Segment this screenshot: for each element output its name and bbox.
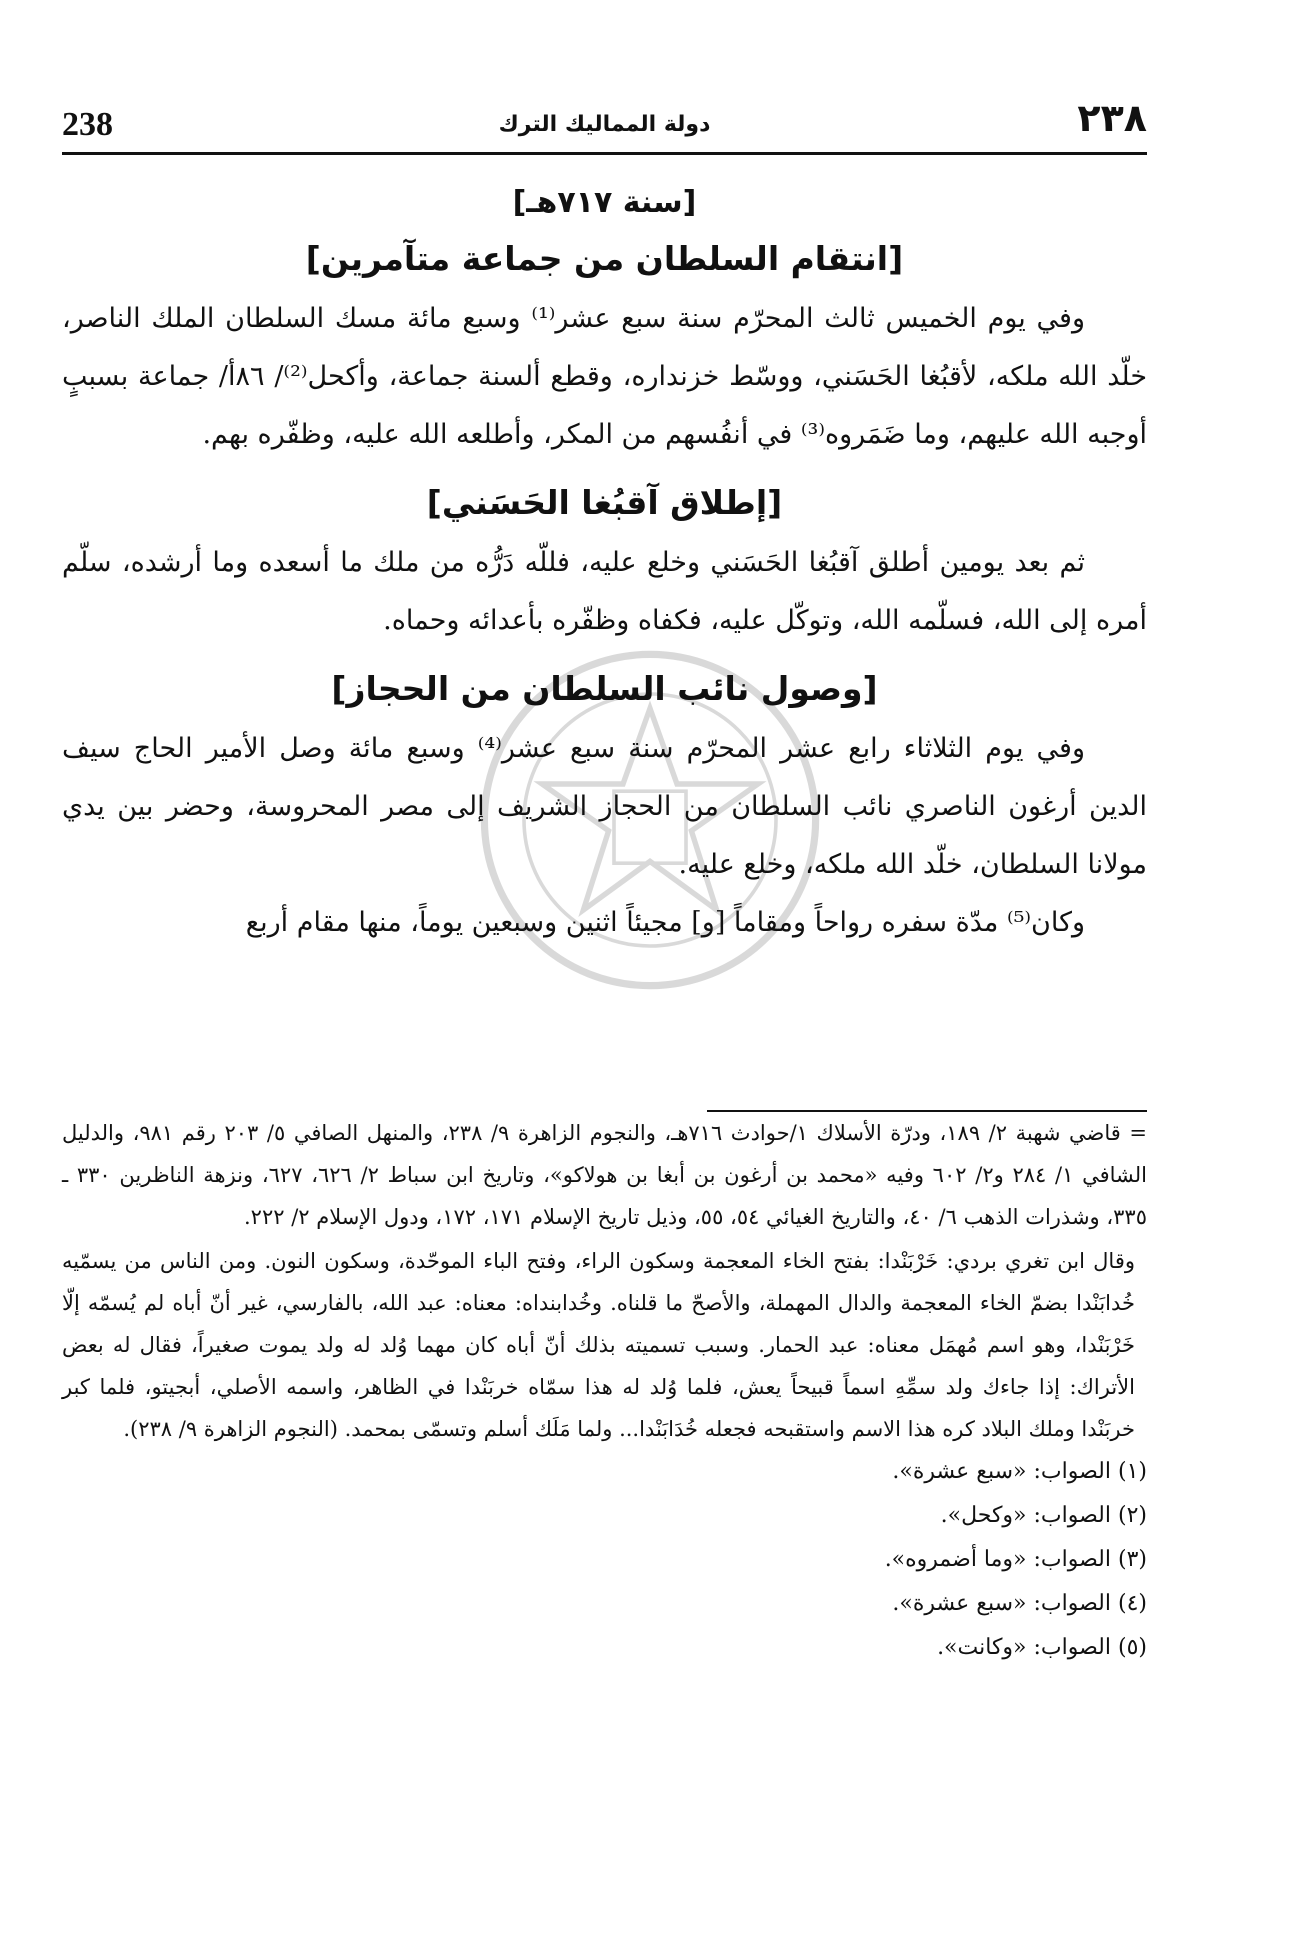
footnote-correction: (١) الصواب: «سبع عشرة». (892, 1459, 1147, 1484)
paragraph: وفي يوم الثلاثاء رابع عشر المحرّم سنة سبع عشر⁽⁴⁾ وسبع مائة وصل الأمير الحاج سيف الدين أرغون الناصري نائب السلطان من الحجاز الشريف إلى مصر المحروسة، وحضر بين يدي مولانا السلطان، خلّد الله ملكه، وخلع عليه. (62, 733, 1147, 880)
footnote-correction: (٢) الصواب: «وكحل». (940, 1503, 1147, 1528)
footnote-ibn-taghri: وقال ابن تغري بردي: خَرْبَنْدا: بفتح الخاء المعجمة وسكون الراء، وفتح الباء الموحّدة، وسكون النون. ومن الناس من يسمّيه خُدابَنْدا بضمّ الخاء المعجمة والدال المهملة، والأصحّ ما قلناه. وخُدابنداه: معناه: عبد الله، بالفارسي، غير أنّ أباه لم يُسمّه إلّا خَرْبَنْدا، وهو اسم مُهمَل معناه: عبد الحمار. وسبب تسميته بذلك أنّ أباه كان مهما وُلد له ولد يموت صغيراً، فقال له بعض الأتراك: إذا جاءك ولد سمِّهِ اسماً قبيحاً يعش، فلما وُلد له هذا سمّاه خربَنْدا في الظاهر، واسمه الأصلي، أبجيتو، فلما كبر خربَنْدا وملك البلاد كره هذا الاسم واستقبحه فجعله خُدَابَنْدا... ولما مَلَك أسلم وتسمّى بمحمد. (النجوم الزاهرة ٩/ ٢٣٨). (62, 1249, 1135, 1441)
paragraph: وفي يوم الخميس ثالث المحرّم سنة سبع عشر⁽¹⁾ وسبع مائة مسك السلطان الملك الناصر، خلّد الله ملكه، لأقبُغا الحَسَني، ووسّط خزنداره، وقطع ألسنة جماعة، وأكحل⁽²⁾/ ٨٦أ/ جماعة بسببٍ أوجبه الله عليهم، وما ضَمَروه⁽³⁾ في أنفُسهم من المكر، وأطلعه الله عليه، وظفّره بهم. (62, 303, 1148, 450)
running-title: دولة المماليك الترك (498, 112, 711, 137)
footnote-continuation-text: قاضي شهبة ٢/ ١٨٩، ودرّة الأسلاك ١/حوادث ٧١٦هـ، والنجوم الزاهرة ٩/ ٢٣٨، والمنهل الصافي ٥/ ٢٠٣ رقم ٩٨١، والدليل الشافي ١/ ٢٨٤ و٢/ ٦٠٢ وفيه «محمد بن أرغون بن أبغا بن هولاكو»، وتاريخ ابن سباط ٢/ ٦٢٦، ٦٢٧، ونزهة الناظرين ٣٣٠ ـ ٣٣٥، وشذرات الذهب ٦/ ٤٠، والتاريخ الغيائي ٥٤، ٥٥، وذيل تاريخ الإسلام ١٧١، ١٧٢، ودول الإسلام ٢/ ٢٢٢. (62, 1121, 1147, 1229)
paragraph: ثم بعد يومين أطلق آقبُغا الحَسَني وخلع عليه، فللّه دَرُّه من ملك ما أسعده وما أرشده، سلّم أمره إلى الله، فسلّمه الله، وتوكّل عليه، فكفاه وظفّره بأعدائه وحماه. (62, 547, 1147, 636)
continuation-marker: = (1129, 1121, 1147, 1145)
footnote-continuation (62, 1112, 1147, 1238)
page-number-latin: 238 (62, 106, 113, 143)
footnote-correction: (٥) الصواب: «وكانت». (937, 1635, 1147, 1660)
year-heading: [سنة ٧١٧هـ] (512, 185, 697, 220)
footnotes (62, 1112, 1147, 1670)
footnote-correction: (٣) الصواب: «وما أضمروه». (884, 1547, 1147, 1572)
section-heading: [وصول نائب السلطان من الحجاز] (331, 669, 878, 708)
header-rule (62, 152, 1147, 155)
section-heading: [إطلاق آقبُغا الحَسَني] (426, 483, 783, 522)
main-text (62, 178, 1147, 952)
section-heading: [انتقام السلطان من جماعة متآمرين] (305, 239, 904, 278)
footnote-correction: (٤) الصواب: «سبع عشرة». (892, 1591, 1147, 1616)
paragraph: وكان⁽⁵⁾ مدّة سفره رواحاً ومقاماً [و] مجيئاً اثنين وسبعين يوماً، منها مقام أربع (245, 907, 1085, 938)
page-header (62, 88, 1147, 158)
page-number-arabic: ٢٣٨ (1077, 96, 1147, 140)
